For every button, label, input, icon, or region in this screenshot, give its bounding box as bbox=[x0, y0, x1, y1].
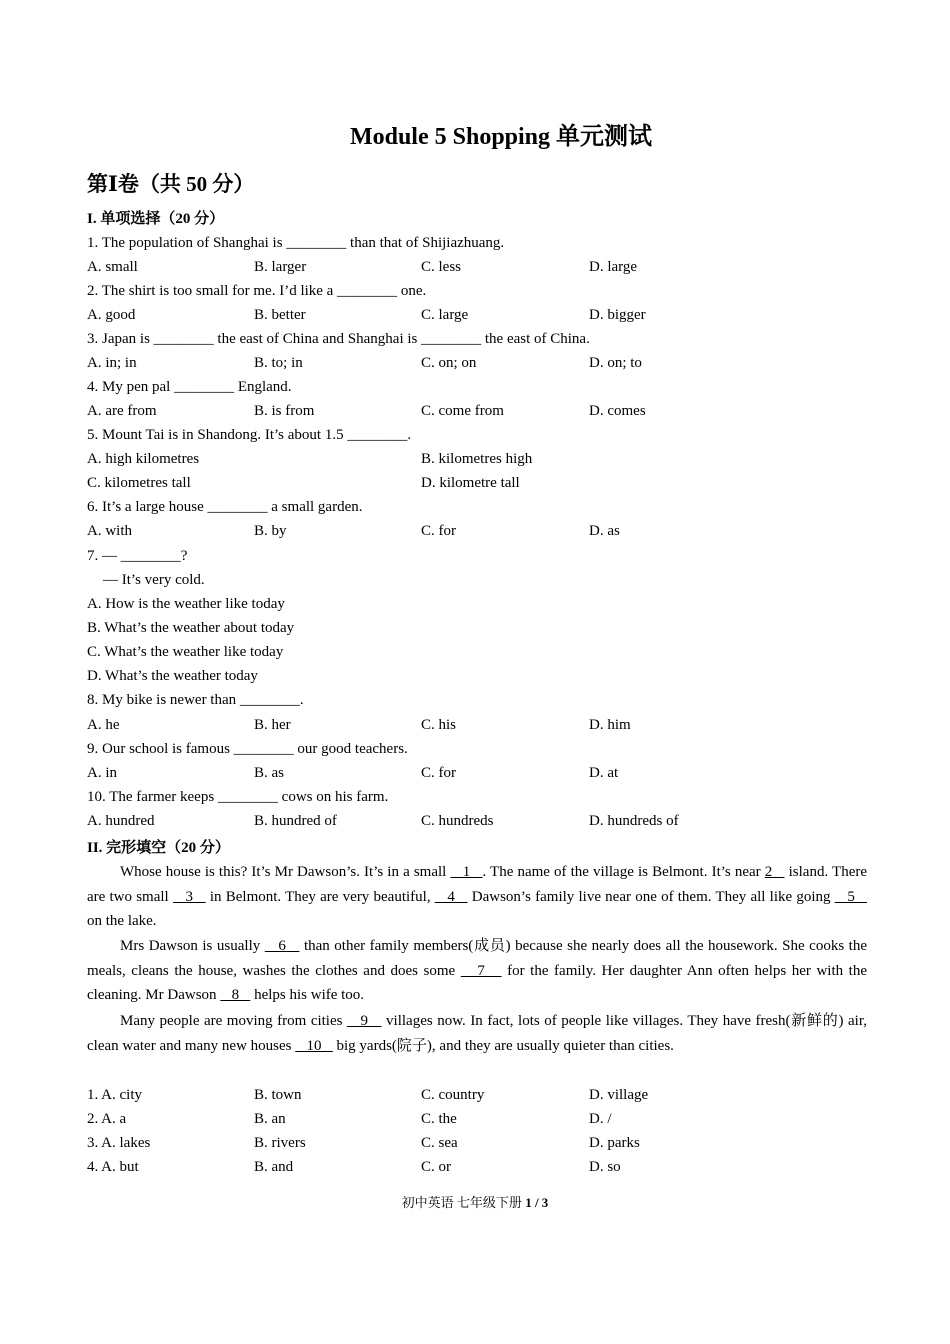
option-c: C. come from bbox=[421, 403, 504, 419]
option-a: 3. A. lakes bbox=[87, 1135, 151, 1151]
option-b: B. to; in bbox=[254, 355, 303, 371]
option-b: B. rivers bbox=[254, 1135, 306, 1151]
cloze-paragraph bbox=[87, 1009, 867, 1058]
option-b: B. town bbox=[254, 1087, 302, 1103]
option-a: A. hundred bbox=[87, 813, 155, 829]
option-a: A. in bbox=[87, 765, 117, 781]
option-b: B. as bbox=[254, 765, 284, 781]
cloze-paragraph bbox=[87, 860, 867, 934]
option-c: C. his bbox=[421, 717, 457, 733]
cloze-paragraph bbox=[87, 934, 867, 1008]
option-b: B. better bbox=[254, 307, 306, 323]
passage-text: Mrs Dawson is usually bbox=[120, 938, 265, 954]
cloze-blank: 8 bbox=[220, 987, 251, 1003]
cloze-blank: 5 bbox=[834, 888, 868, 905]
option-c: C. for bbox=[421, 523, 456, 539]
passage-text: in Belmont. They are very beautiful, bbox=[205, 888, 435, 905]
passage-text: Dawson’s family live near one of them. They all like going bbox=[467, 888, 835, 905]
option-d: D. bigger bbox=[589, 307, 646, 323]
passage-text: . The name of the village is Belmont. It’s near bbox=[482, 864, 765, 880]
option-d: D. What’s the weather today bbox=[87, 668, 258, 684]
option-a: 2. A. a bbox=[87, 1111, 127, 1127]
option-a: A. with bbox=[87, 523, 132, 539]
option-d: D. him bbox=[589, 717, 631, 733]
passage-text: on the lake. bbox=[87, 913, 157, 929]
option-a: A. in; in bbox=[87, 355, 137, 371]
option-d: D. at bbox=[589, 765, 619, 781]
option-d: D. parks bbox=[589, 1135, 640, 1151]
option-c: C. kilometres tall bbox=[87, 475, 191, 491]
question-stem: 6. It’s a large house ________ a small garden. bbox=[87, 499, 363, 515]
option-a: 4. A. but bbox=[87, 1159, 139, 1175]
option-d: D. as bbox=[589, 523, 620, 539]
option-d: D. large bbox=[589, 259, 638, 275]
passage-text: Many people are moving from cities bbox=[120, 1013, 347, 1029]
question-stem: 5. Mount Tai is in Shandong. It’s about 1.5 ________. bbox=[87, 427, 412, 443]
cloze-blank: 3 bbox=[172, 888, 206, 905]
passage-text: big yards(院子), and they are usually quieter than cities. bbox=[332, 1037, 674, 1054]
option-b: B. hundred of bbox=[254, 813, 337, 829]
option-a: A. high kilometres bbox=[87, 451, 200, 467]
option-b: B. her bbox=[254, 717, 291, 733]
option-b: B. and bbox=[254, 1159, 294, 1175]
option-d: D. / bbox=[589, 1111, 612, 1127]
option-b: B. kilometres high bbox=[421, 451, 533, 467]
option-b: B. an bbox=[254, 1111, 286, 1127]
option-b: B. by bbox=[254, 523, 287, 539]
option-c: C. sea bbox=[421, 1135, 458, 1151]
option-c: C. What’s the weather like today bbox=[87, 644, 284, 660]
option-c: C. hundreds bbox=[421, 813, 494, 829]
cloze-blank: 2 bbox=[764, 864, 785, 880]
option-c: C. or bbox=[421, 1159, 451, 1175]
option-a: 1. A. city bbox=[87, 1087, 142, 1103]
option-a: A. small bbox=[87, 259, 138, 275]
passage-text: island. There are two small bbox=[87, 864, 867, 905]
page-title: Module 5 Shopping 单元测试 bbox=[349, 124, 653, 150]
option-c: C. for bbox=[421, 765, 456, 781]
option-b: B. What’s the weather about today bbox=[87, 620, 295, 636]
cloze-blank: 7 bbox=[460, 962, 502, 979]
question-stem: 9. Our school is famous ________ our good teachers. bbox=[87, 741, 408, 757]
question-stem: 8. My bike is newer than ________. bbox=[87, 692, 304, 708]
option-c: C. on; on bbox=[421, 355, 477, 371]
option-d: D. comes bbox=[589, 403, 646, 419]
question-stem: 7. — ________? bbox=[87, 548, 188, 564]
question-stem: 4. My pen pal ________ England. bbox=[87, 379, 292, 395]
cloze-blank: 1 bbox=[450, 864, 483, 880]
cloze-blank: 4 bbox=[434, 888, 468, 905]
option-c: C. large bbox=[421, 307, 469, 323]
question-stem: 10. The farmer keeps ________ cows on his farm. bbox=[87, 789, 389, 805]
cloze-blank: 9 bbox=[346, 1013, 382, 1029]
passage-text: villages now. In fact, lots of people like villages. They have fresh(新鲜的) air, clean water and many new houses bbox=[87, 1013, 867, 1054]
option-c: C. country bbox=[421, 1087, 485, 1103]
option-c: C. less bbox=[421, 259, 462, 275]
option-a: A. he bbox=[87, 717, 120, 733]
page-number: 1 / 3 bbox=[525, 1195, 549, 1210]
option-c: C. the bbox=[421, 1111, 457, 1127]
question-stem: 2. The shirt is too small for me. I’d like a ________ one. bbox=[87, 283, 427, 299]
option-b: B. is from bbox=[254, 403, 315, 419]
passage-text: helps his wife too. bbox=[250, 987, 365, 1003]
passage-text: for the family. Her daughter Ann often helps her with the cleaning. Mr Dawson bbox=[87, 962, 867, 1003]
option-a: A. good bbox=[87, 307, 136, 323]
section-heading-cloze: II. 完形填空（20 分） bbox=[87, 840, 230, 856]
footer-text: 初中英语 七年级下册 bbox=[401, 1195, 526, 1210]
question-stem: 3. Japan is ________ the east of China and Shanghai is ________ the east of China. bbox=[87, 331, 590, 347]
option-d: D. so bbox=[589, 1159, 621, 1175]
cloze-blank: 10 bbox=[295, 1037, 333, 1054]
page-footer bbox=[0, 1192, 950, 1211]
option-a: A. are from bbox=[87, 403, 157, 419]
section-heading-multiple-choice: I. 单项选择（20 分） bbox=[87, 211, 225, 227]
part-heading: 第Ⅰ卷（共 50 分） bbox=[87, 172, 255, 196]
passage-text: than other family members(成员) because she nearly does all the housework. She cooks the meals, cleans the house, washes the clothes and does some bbox=[87, 938, 868, 979]
option-a: A. How is the weather like today bbox=[87, 596, 285, 612]
option-d: D. on; to bbox=[589, 355, 642, 371]
question-reply: — It’s very cold. bbox=[103, 572, 205, 588]
option-d: D. hundreds of bbox=[589, 813, 679, 829]
passage-text: Whose house is this? It’s Mr Dawson’s. It’s in a small bbox=[120, 864, 451, 880]
question-stem: 1. The population of Shanghai is ________ than that of Shijiazhuang. bbox=[87, 235, 505, 251]
option-b: B. larger bbox=[254, 259, 307, 275]
cloze-blank: 6 bbox=[264, 938, 300, 954]
option-d: D. village bbox=[589, 1087, 649, 1103]
option-d: D. kilometre tall bbox=[421, 475, 520, 491]
